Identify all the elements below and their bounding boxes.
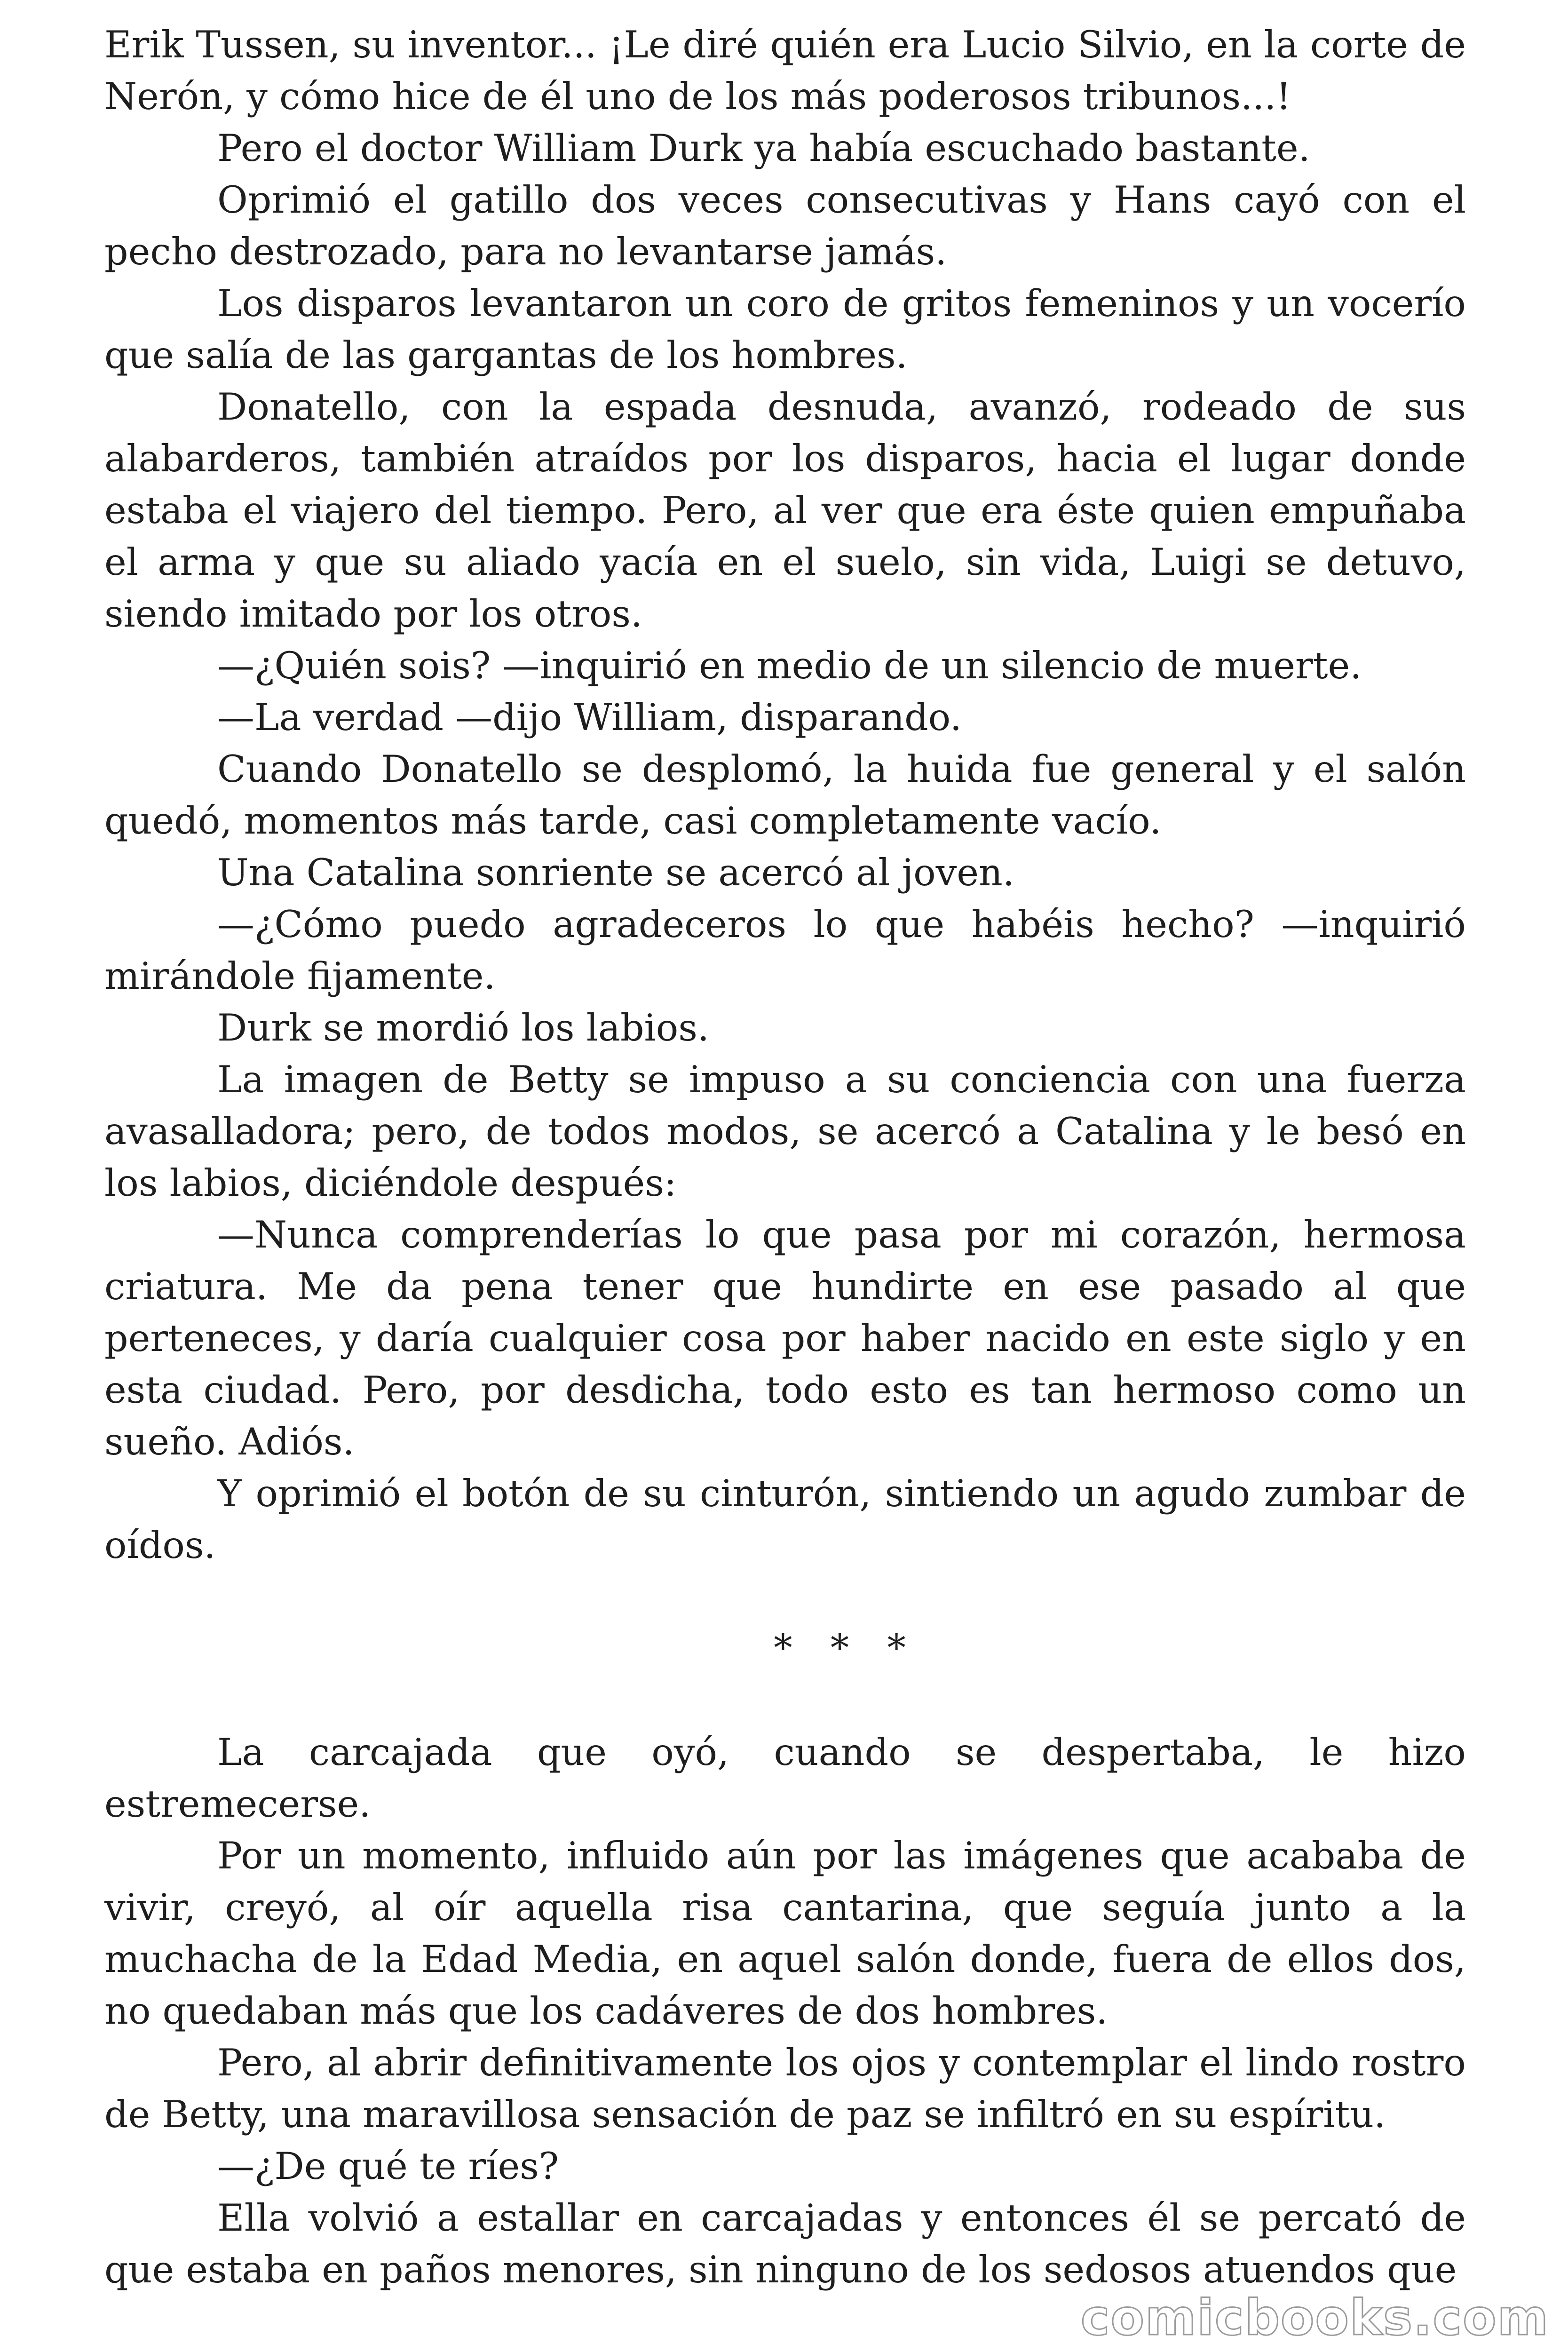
dialogue-line: —Nunca comprenderías lo que pasa por mi corazón, hermosa criatura. Me da pena tener que hundirte en ese pasado al que perteneces, y daría cualquier cosa por haber nacido en este siglo y en esta ciudad. Pero, por desdicha, todo esto es tan hermoso como un sueño. Adiós.: [104, 1213, 1466, 1463]
paragraph: Pero, al abrir definitivamente los ojos y contemplar el lindo rostro de Betty, una maravillosa sensación de paz se infiltró en su espíritu.: [104, 2041, 1466, 2136]
book-page: [104, 19, 1466, 2296]
paragraph: Pero el doctor William Durk ya había escuchado bastante.: [217, 127, 1310, 170]
paragraph: Donatello, con la espada desnuda, avanzó, rodeado de sus alabarderos, también atraídos por los disparos, hacia el lugar donde estaba el viajero del tiempo. Pero, al ver que era éste quien empuñaba el arma y que su aliado yacía en el suelo, sin vida, Luigi se detuvo, siendo imitado por los otros.: [104, 385, 1466, 636]
paragraph: Y oprimió el botón de su cinturón, sintiendo un agudo zumbar de oídos.: [104, 1472, 1466, 1567]
paragraph: Una Catalina sonriente se acercó al joven.: [217, 851, 1015, 894]
paragraph: Erik Tussen, su inventor... ¡Le diré quién era Lucio Silvio, en la corte de Nerón, y cómo hice de él uno de los más poderosos tribunos...!: [104, 23, 1466, 118]
paragraph: Por un momento, influido aún por las imágenes que acababa de vivir, creyó, al oír aquella risa cantarina, que seguía junto a la muchacha de la Edad Media, en aquel salón donde, fuera de ellos dos, no quedaban más que los cadáveres de dos hombres.: [104, 1834, 1466, 2033]
paragraph: Los disparos levantaron un coro de gritos femeninos y un vocerío que salía de las gargantas de los hombres.: [104, 282, 1466, 377]
paragraph: Ella volvió a estallar en carcajadas y entonces él se percató de que estaba en paños menores, sin ninguno de los sedosos atuendos que: [104, 2196, 1466, 2291]
dialogue-line: —¿Cómo puedo agradeceros lo que habéis hecho? —inquirió mirándole fijamente.: [104, 903, 1466, 998]
paragraph: Durk se mordió los labios.: [217, 1006, 710, 1049]
paragraph: Oprimió el gatillo dos veces consecutivas y Hans cayó con el pecho destrozado, para no levantarse jamás.: [104, 178, 1466, 273]
paragraph: La carcajada que oyó, cuando se despertaba, le hizo estremecerse.: [104, 1731, 1466, 1826]
dialogue-line: —La verdad —dijo William, disparando.: [217, 696, 962, 739]
scene-break: * * *: [774, 1626, 919, 1669]
watermark: comicbooks.com: [1080, 2289, 1549, 2346]
paragraph: Cuando Donatello se desplomó, la huida fue general y el salón quedó, momentos más tarde, casi completamente vacío.: [104, 747, 1466, 842]
paragraph: La imagen de Betty se impuso a su conciencia con una fuerza avasalladora; pero, de todos modos, se acercó a Catalina y le besó en los labios, diciéndole después:: [104, 1058, 1466, 1205]
dialogue-line: —¿Quién sois? —inquirió en medio de un silencio de muerte.: [217, 644, 1362, 687]
dialogue-line: —¿De qué te ríes?: [217, 2145, 559, 2188]
